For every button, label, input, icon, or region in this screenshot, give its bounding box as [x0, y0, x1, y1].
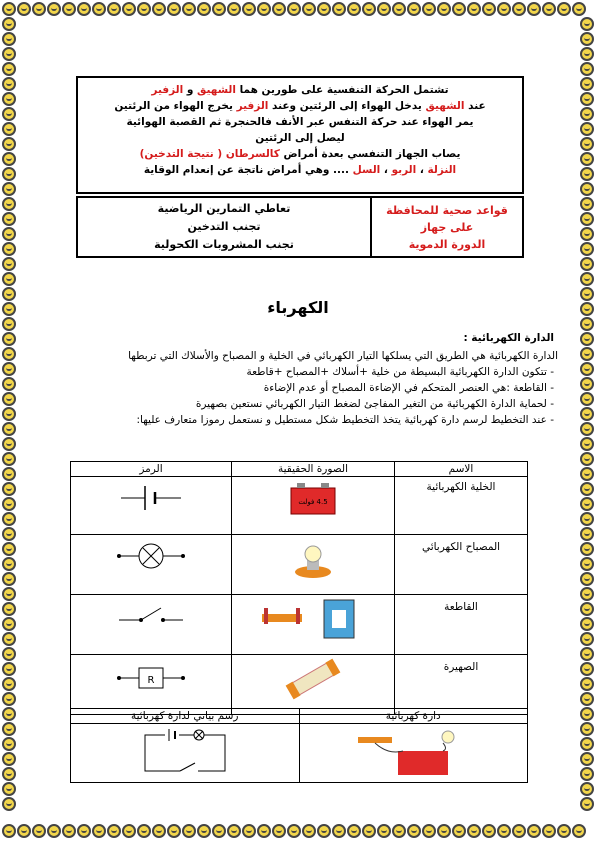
- border-ring-icon: [392, 2, 406, 16]
- border-ring-icon: [332, 2, 346, 16]
- section-title: الكهرباء: [267, 298, 329, 317]
- border-ring-icon: [2, 557, 16, 571]
- border-ring-icon: [182, 2, 196, 16]
- text-line: ليصل إلى الرئتين: [255, 132, 345, 144]
- border-ring-icon: [2, 347, 16, 361]
- health-rules-box: [76, 196, 524, 258]
- battery-icon: [283, 478, 343, 518]
- rules-heading-line: قواعد صحية للمحافظة: [386, 204, 508, 217]
- border-ring-icon: [542, 824, 556, 838]
- border-ring-icon: [2, 527, 16, 541]
- border-ring-icon: [452, 2, 466, 16]
- border-ring-icon: [2, 572, 16, 586]
- border-ring-icon: [580, 17, 594, 31]
- border-ring-icon: [2, 257, 16, 271]
- border-ring-icon: [407, 2, 421, 16]
- border-ring-icon: [580, 107, 594, 121]
- border-ring-icon: [580, 797, 594, 811]
- border-ring-icon: [580, 677, 594, 691]
- border-ring-icon: [212, 824, 226, 838]
- border-ring-icon: [2, 77, 16, 91]
- lamp-photo: [232, 535, 395, 595]
- border-ring-icon: [32, 2, 46, 16]
- border-ring-icon: [580, 77, 594, 91]
- border-ring-icon: [2, 632, 16, 646]
- lamp-icon: [288, 536, 338, 580]
- rule-item: تجنب التدخين: [187, 220, 261, 233]
- border-ring-icon: [362, 824, 376, 838]
- border-ring-icon: [2, 587, 16, 601]
- border-ring-icon: [580, 422, 594, 436]
- rule-item: تجنب المشروبات الكحولية: [154, 238, 294, 251]
- border-ring-icon: [2, 737, 16, 751]
- border-ring-icon: [77, 2, 91, 16]
- border-ring-icon: [2, 407, 16, 421]
- border-ring-icon: [580, 182, 594, 196]
- row-name: الخلية الكهربائية: [395, 477, 528, 535]
- border-ring-icon: [452, 824, 466, 838]
- border-ring-icon: [580, 212, 594, 226]
- border-ring-icon: [137, 824, 151, 838]
- border-ring-icon: [2, 362, 16, 376]
- border-ring-icon: [62, 824, 76, 838]
- border-ring-icon: [2, 482, 16, 496]
- border-ring-icon: [257, 2, 271, 16]
- paragraph: - القاطعة :هي العنصر المتحكم في الإضاءة المصباح أو عدم الإضاءة: [263, 382, 554, 394]
- rules-heading: [370, 198, 522, 256]
- border-ring-icon: [572, 824, 586, 838]
- border-ring-icon: [2, 107, 16, 121]
- border-ring-icon: [2, 692, 16, 706]
- border-ring-icon: [347, 2, 361, 16]
- border-ring-icon: [332, 824, 346, 838]
- border-ring-icon: [580, 92, 594, 106]
- border-ring-icon: [2, 497, 16, 511]
- border-ring-icon: [2, 824, 16, 838]
- switch-photo: [232, 595, 395, 655]
- text-line: يصاب الجهاز التنفسي بعدة أمراض كالسرطان ( نتيجة التدخين): [139, 148, 461, 160]
- rule-item: تعاطي التمارين الرياضية: [157, 202, 291, 215]
- border-ring-icon: [497, 824, 511, 838]
- border-ring-icon: [107, 2, 121, 16]
- border-ring-icon: [580, 167, 594, 181]
- border-ring-icon: [2, 332, 16, 346]
- border-ring-icon: [167, 824, 181, 838]
- border-ring-icon: [377, 824, 391, 838]
- switch-icon: [258, 596, 368, 642]
- border-ring-icon: [2, 197, 16, 211]
- table-header-row: [71, 462, 528, 477]
- border-ring-icon: [467, 2, 481, 16]
- border-ring-icon: [527, 2, 541, 16]
- border-ring-icon: [2, 377, 16, 391]
- border-ring-icon: [32, 824, 46, 838]
- border-ring-icon: [580, 152, 594, 166]
- table-row: [71, 535, 528, 595]
- text-line: تشتمل الحركة التنفسية على طورين هما الشهيق و الزفير: [151, 84, 449, 96]
- border-ring-icon: [482, 824, 496, 838]
- header-photo: الصورة الحقيقية: [232, 462, 395, 477]
- border-ring-icon: [47, 824, 61, 838]
- border-ring-icon: [122, 824, 136, 838]
- border-ring-icon: [580, 647, 594, 661]
- row-name: الصهيرة: [395, 655, 528, 715]
- lamp-symbol-icon: [111, 536, 191, 576]
- border-ring-icon: [580, 707, 594, 721]
- lamp-symbol: [71, 535, 232, 595]
- fuse-icon: [278, 656, 348, 702]
- border-ring-icon: [580, 542, 594, 556]
- border-ring-icon: [580, 47, 594, 61]
- border-ring-icon: [2, 167, 16, 181]
- border-ring-icon: [2, 662, 16, 676]
- border-ring-icon: [137, 2, 151, 16]
- border-ring-icon: [317, 824, 331, 838]
- border-ring-icon: [287, 2, 301, 16]
- table-row: [71, 595, 528, 655]
- border-ring-icon: [2, 32, 16, 46]
- border-ring-icon: [580, 557, 594, 571]
- border-ring-icon: [47, 2, 61, 16]
- border-ring-icon: [362, 2, 376, 16]
- border-ring-icon: [580, 467, 594, 481]
- border-ring-icon: [2, 767, 16, 781]
- border-ring-icon: [2, 227, 16, 241]
- border-ring-icon: [572, 2, 586, 16]
- border-ring-icon: [580, 737, 594, 751]
- table-row: [71, 724, 528, 783]
- border-ring-icon: [580, 392, 594, 406]
- border-ring-icon: [2, 512, 16, 526]
- border-ring-icon: [580, 197, 594, 211]
- border-ring-icon: [2, 122, 16, 136]
- paragraph: الدارة الكهربائية هي الطريق التي يسلكها التيار الكهربائي في الخلية و المصباح والأسلاك التي تربطها: [128, 350, 558, 362]
- border-ring-icon: [197, 824, 211, 838]
- breathing-summary-box: [76, 76, 524, 194]
- border-ring-icon: [92, 2, 106, 16]
- border-ring-icon: [92, 824, 106, 838]
- border-ring-icon: [287, 824, 301, 838]
- border-ring-icon: [467, 824, 481, 838]
- border-ring-icon: [557, 2, 571, 16]
- border-ring-icon: [2, 92, 16, 106]
- text-line: النزلة ، الربو ، السل .... وهي أمراض ناتجة عن إنعدام الوقاية: [143, 164, 457, 176]
- table-row: [71, 655, 528, 715]
- border-ring-icon: [580, 617, 594, 631]
- border-ring-icon: [167, 2, 181, 16]
- border-ring-icon: [580, 242, 594, 256]
- resistor-label: R: [147, 675, 155, 686]
- battery-label: 4.5 فولت: [298, 498, 328, 506]
- border-ring-icon: [77, 824, 91, 838]
- row-name: المصباح الكهربائي: [395, 535, 528, 595]
- border-ring-icon: [302, 824, 316, 838]
- border-ring-icon: [2, 647, 16, 661]
- border-ring-icon: [17, 824, 31, 838]
- border-ring-icon: [422, 824, 436, 838]
- paragraph: - عند التخطيط لرسم دارة كهربائية يتخذ التخطيط شكل مستطيل و نستعمل رموزا متعارف عليها:: [136, 414, 554, 426]
- border-ring-icon: [2, 137, 16, 151]
- cell-symbol-icon: [111, 478, 191, 518]
- border-ring-icon: [257, 824, 271, 838]
- border-ring-icon: [2, 272, 16, 286]
- border-ring-icon: [580, 332, 594, 346]
- border-ring-icon: [197, 2, 211, 16]
- border-ring-icon: [580, 512, 594, 526]
- border-ring-icon: [580, 752, 594, 766]
- border-ring-icon: [2, 2, 16, 16]
- battery-photo: [232, 477, 395, 535]
- table-header-row: [71, 709, 528, 724]
- circuit-photo-icon: [348, 725, 478, 781]
- border-ring-icon: [317, 2, 331, 16]
- border-ring-icon: [62, 2, 76, 16]
- circuit-photo-header: دارة كهربائية: [299, 709, 528, 724]
- border-ring-icon: [2, 542, 16, 556]
- border-ring-icon: [580, 407, 594, 421]
- border-ring-icon: [107, 824, 121, 838]
- border-ring-icon: [580, 662, 594, 676]
- border-ring-icon: [580, 137, 594, 151]
- border-ring-icon: [580, 632, 594, 646]
- switch-symbol: [71, 595, 232, 655]
- border-ring-icon: [512, 2, 526, 16]
- border-ring-icon: [580, 602, 594, 616]
- fuse-symbol-icon: [111, 656, 191, 696]
- border-ring-icon: [2, 797, 16, 811]
- paragraph: - تتكون الدارة الكهربائية البسيطة من خلية +أسلاك +المصباح +قاطعة: [246, 366, 554, 378]
- border-ring-icon: [580, 272, 594, 286]
- border-ring-icon: [542, 2, 556, 16]
- border-ring-icon: [2, 47, 16, 61]
- rules-heading-line: الدورة الدموية: [408, 238, 486, 251]
- border-ring-icon: [182, 824, 196, 838]
- rules-heading-line: على جهاز: [420, 221, 474, 234]
- border-ring-icon: [512, 824, 526, 838]
- paragraph: - لحماية الدارة الكهربائية من التغير المفاجئ لضغط التيار الكهربائي نستعين بصهيرة: [195, 398, 554, 410]
- border-ring-icon: [2, 617, 16, 631]
- border-ring-icon: [580, 497, 594, 511]
- border-ring-icon: [2, 317, 16, 331]
- rules-list: [78, 198, 370, 256]
- text-line: عند الشهيق يدخل الهواء إلى الرئتين وعند الزفير يخرج الهواء من الرئتين: [114, 100, 486, 112]
- header-symbol: الرمز: [71, 462, 232, 477]
- cell-symbol: [71, 477, 232, 535]
- circuit-photo: [299, 724, 528, 783]
- border-ring-icon: [17, 2, 31, 16]
- border-ring-icon: [437, 2, 451, 16]
- border-ring-icon: [2, 392, 16, 406]
- border-ring-icon: [2, 782, 16, 796]
- border-ring-icon: [580, 377, 594, 391]
- fuse-photo: [232, 655, 395, 715]
- border-ring-icon: [272, 2, 286, 16]
- border-ring-icon: [2, 242, 16, 256]
- border-ring-icon: [2, 677, 16, 691]
- border-ring-icon: [2, 722, 16, 736]
- border-ring-icon: [580, 347, 594, 361]
- border-ring-icon: [580, 692, 594, 706]
- border-ring-icon: [2, 152, 16, 166]
- border-ring-icon: [580, 437, 594, 451]
- border-ring-icon: [242, 2, 256, 16]
- border-ring-icon: [580, 587, 594, 601]
- border-ring-icon: [2, 602, 16, 616]
- circuit-diagram: [71, 724, 300, 783]
- circuit-table: [70, 708, 528, 783]
- border-ring-icon: [2, 422, 16, 436]
- border-ring-icon: [580, 722, 594, 736]
- border-ring-icon: [580, 122, 594, 136]
- border-ring-icon: [2, 467, 16, 481]
- components-table: [70, 461, 528, 715]
- border-ring-icon: [2, 212, 16, 226]
- border-ring-icon: [152, 2, 166, 16]
- border-ring-icon: [2, 182, 16, 196]
- border-ring-icon: [2, 62, 16, 76]
- circuit-diagram-header: رسم بياني لدارة كهربائية: [71, 709, 300, 724]
- row-name: القاطعة: [395, 595, 528, 655]
- border-ring-icon: [580, 782, 594, 796]
- border-ring-icon: [2, 452, 16, 466]
- border-ring-icon: [272, 824, 286, 838]
- border-ring-icon: [437, 824, 451, 838]
- border-ring-icon: [422, 2, 436, 16]
- border-ring-icon: [580, 32, 594, 46]
- border-ring-icon: [580, 362, 594, 376]
- text-line: يمر الهواء عند حركة التنفس عبر الأنف فالحنجرة ثم القصبة الهوائية: [126, 116, 474, 128]
- border-ring-icon: [122, 2, 136, 16]
- border-ring-icon: [392, 824, 406, 838]
- border-ring-icon: [580, 527, 594, 541]
- border-ring-icon: [497, 2, 511, 16]
- border-ring-icon: [580, 482, 594, 496]
- border-ring-icon: [302, 2, 316, 16]
- border-ring-icon: [580, 767, 594, 781]
- circuit-heading: الدارة الكهربائية :: [463, 332, 554, 344]
- circuit-diagram-icon: [125, 725, 245, 781]
- border-ring-icon: [2, 437, 16, 451]
- border-ring-icon: [377, 2, 391, 16]
- border-ring-icon: [152, 824, 166, 838]
- border-ring-icon: [2, 752, 16, 766]
- border-ring-icon: [580, 62, 594, 76]
- border-ring-icon: [242, 824, 256, 838]
- border-ring-icon: [580, 257, 594, 271]
- border-ring-icon: [347, 824, 361, 838]
- border-ring-icon: [482, 2, 496, 16]
- switch-symbol-icon: [111, 596, 191, 636]
- border-ring-icon: [2, 17, 16, 31]
- header-name: الاسم: [395, 462, 528, 477]
- border-ring-icon: [2, 707, 16, 721]
- fuse-symbol: [71, 655, 232, 715]
- border-ring-icon: [580, 572, 594, 586]
- border-ring-icon: [580, 317, 594, 331]
- border-ring-icon: [557, 824, 571, 838]
- border-ring-icon: [227, 2, 241, 16]
- border-ring-icon: [580, 452, 594, 466]
- border-ring-icon: [527, 824, 541, 838]
- border-ring-icon: [407, 824, 421, 838]
- border-ring-icon: [212, 2, 226, 16]
- border-ring-icon: [227, 824, 241, 838]
- table-row: [71, 477, 528, 535]
- border-ring-icon: [580, 227, 594, 241]
